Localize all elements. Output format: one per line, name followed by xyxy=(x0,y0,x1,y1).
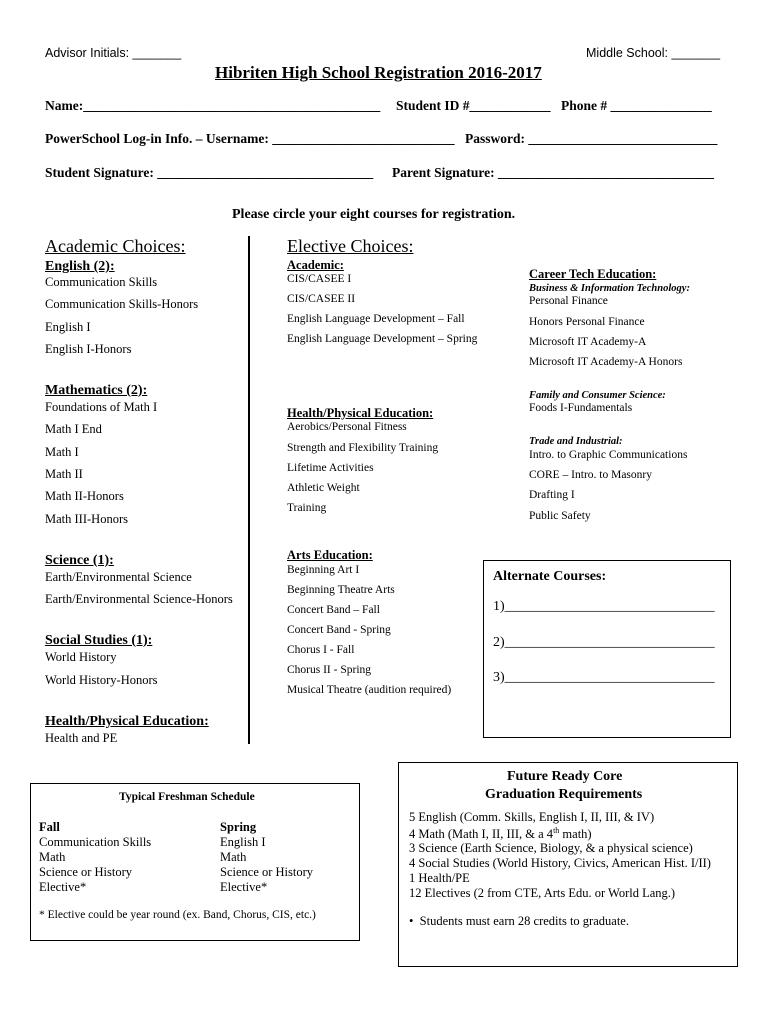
password-field[interactable]: Password: ____________________________ xyxy=(465,131,718,146)
spring-heading: Spring xyxy=(220,820,257,834)
course-world-history-honors[interactable]: World History-Honors xyxy=(45,673,158,687)
elective-health-heading: Health/Physical Education: xyxy=(287,406,434,420)
course-world-history[interactable]: World History xyxy=(45,650,117,664)
page-title: Hibriten High School Registration 2016-2017 xyxy=(215,63,542,82)
arts-education-heading: Arts Education: xyxy=(287,548,373,562)
requirement-item: 3 Science (Earth Science, Biology, & a physical science) xyxy=(409,841,693,855)
requirement-item: 5 English (Comm. Skills, English I, II, III, & IV) xyxy=(409,810,655,824)
course-communication-skills-honors[interactable]: Communication Skills-Honors xyxy=(45,297,199,311)
requirement-item: 12 Electives (2 from CTE, Arts Edu. or World Lang.) xyxy=(409,886,676,900)
course-eld-fall[interactable]: English Language Development – Fall xyxy=(287,313,465,325)
course-cis-casee-2[interactable]: CIS/CASEE II xyxy=(287,293,356,305)
career-tech-heading: Career Tech Education: xyxy=(529,267,657,281)
course-chorus-2-spring[interactable]: Chorus II - Spring xyxy=(287,664,372,676)
course-communication-skills[interactable]: Communication Skills xyxy=(45,275,158,289)
fall-item: Elective* xyxy=(39,880,87,894)
course-public-safety[interactable]: Public Safety xyxy=(529,510,591,522)
credits-note: • Students must earn 28 credits to graduate. xyxy=(409,914,629,928)
course-microsoft-it-academy-a[interactable]: Microsoft IT Academy-A xyxy=(529,336,647,348)
course-athletic-weight[interactable]: Athletic Weight xyxy=(287,482,360,494)
course-math-2-honors[interactable]: Math II-Honors xyxy=(45,489,124,503)
instruction-text: Please circle your eight courses for registration. xyxy=(232,207,516,222)
spring-item: Science or History xyxy=(220,865,314,879)
fall-item: Communication Skills xyxy=(39,835,152,849)
course-microsoft-it-academy-a-honors[interactable]: Microsoft IT Academy-A Honors xyxy=(529,356,683,368)
family-consumer-heading: Family and Consumer Science: xyxy=(529,390,666,401)
course-lifetime-activities[interactable]: Lifetime Activities xyxy=(287,462,374,474)
course-english-1-honors[interactable]: English I-Honors xyxy=(45,342,132,356)
course-math-1-end[interactable]: Math I End xyxy=(45,422,102,436)
course-math-3-honors[interactable]: Math III-Honors xyxy=(45,512,128,526)
elective-academic-heading: Academic: xyxy=(287,258,344,272)
academic-choices-heading: Academic Choices: xyxy=(45,236,186,256)
graduation-heading-1: Future Ready Core xyxy=(507,769,623,784)
name-field[interactable]: Name:____________________________________________ xyxy=(45,98,381,113)
social-studies-heading: Social Studies (1): xyxy=(45,633,153,648)
course-strength-flexibility[interactable]: Strength and Flexibility Training xyxy=(287,442,439,454)
trade-industrial-heading: Trade and Industrial: xyxy=(529,436,623,447)
column-divider xyxy=(248,236,250,744)
english-heading: English (2): xyxy=(45,259,115,274)
student-id-field[interactable]: Student ID #____________ xyxy=(396,98,551,113)
course-cis-casee-1[interactable]: CIS/CASEE I xyxy=(287,273,352,285)
parent-signature-field[interactable]: Parent Signature: ________________________________ xyxy=(392,165,714,180)
course-eld-spring[interactable]: English Language Development – Spring xyxy=(287,333,478,345)
course-chorus-1-fall[interactable]: Chorus I - Fall xyxy=(287,644,355,656)
elective-choices-heading: Elective Choices: xyxy=(287,236,414,256)
course-beginning-art[interactable]: Beginning Art I xyxy=(287,564,360,576)
spring-item: Elective* xyxy=(220,880,268,894)
course-intro-graphic-comm[interactable]: Intro. to Graphic Communications xyxy=(529,449,688,461)
student-signature-field[interactable]: Student Signature: ________________________________ xyxy=(45,165,374,180)
alternate-course-2[interactable]: 2)______________________________ xyxy=(493,635,715,650)
course-beginning-theatre[interactable]: Beginning Theatre Arts xyxy=(287,584,395,596)
course-musical-theatre[interactable]: Musical Theatre (audition required) xyxy=(287,684,452,696)
phone-field[interactable]: Phone # _______________ xyxy=(561,98,712,113)
course-math-2[interactable]: Math II xyxy=(45,467,83,481)
course-personal-finance[interactable]: Personal Finance xyxy=(529,295,608,307)
mathematics-heading: Mathematics (2): xyxy=(45,383,148,398)
course-concert-band-fall[interactable]: Concert Band – Fall xyxy=(287,604,380,616)
freshman-schedule-heading: Typical Freshman Schedule xyxy=(119,791,255,803)
requirement-item: 1 Health/PE xyxy=(409,871,470,885)
bullet-icon: • xyxy=(409,914,414,928)
course-concert-band-spring[interactable]: Concert Band - Spring xyxy=(287,624,391,636)
middle-school: Middle School: _______ xyxy=(586,46,721,60)
business-it-heading: Business & Information Technology: xyxy=(529,283,690,294)
elective-note: * Elective could be year round (ex. Band, Chorus, CIS, etc.) xyxy=(39,909,316,921)
course-earth-science[interactable]: Earth/Environmental Science xyxy=(45,570,192,584)
advisor-initials: Advisor Initials: _______ xyxy=(45,46,182,60)
graduation-heading-2: Graduation Requirements xyxy=(485,787,643,802)
course-health-and-pe[interactable]: Health and PE xyxy=(45,731,118,745)
alternate-courses-heading: Alternate Courses: xyxy=(493,569,607,584)
course-foods-1[interactable]: Foods I-Fundamentals xyxy=(529,402,633,414)
course-aerobics[interactable]: Aerobics/Personal Fitness xyxy=(287,421,407,433)
health-pe-heading: Health/Physical Education: xyxy=(45,714,209,729)
course-drafting-1[interactable]: Drafting I xyxy=(529,489,575,501)
fall-heading: Fall xyxy=(39,820,60,834)
course-foundations-math-1[interactable]: Foundations of Math I xyxy=(45,400,158,414)
course-core-masonry[interactable]: CORE – Intro. to Masonry xyxy=(529,469,652,481)
requirement-item: 4 Math (Math I, II, III, & a 4th math) xyxy=(409,826,592,842)
course-training[interactable]: Training xyxy=(287,502,327,514)
alternate-course-1[interactable]: 1)______________________________ xyxy=(493,599,715,614)
requirement-item: 4 Social Studies (World History, Civics, American Hist. I/II) xyxy=(409,856,711,870)
fall-item: Math xyxy=(39,850,66,864)
course-english-1[interactable]: English I xyxy=(45,320,91,334)
fall-item: Science or History xyxy=(39,865,133,879)
spring-item: English I xyxy=(220,835,266,849)
course-earth-science-honors[interactable]: Earth/Environmental Science-Honors xyxy=(45,592,233,606)
science-heading: Science (1): xyxy=(45,553,114,568)
course-math-1[interactable]: Math I xyxy=(45,445,79,459)
powerschool-username-field[interactable]: PowerSchool Log-in Info. – Username: ___________________________ xyxy=(45,131,455,146)
alternate-course-3[interactable]: 3)______________________________ xyxy=(493,670,715,685)
course-honors-personal-finance[interactable]: Honors Personal Finance xyxy=(529,316,645,328)
spring-item: Math xyxy=(220,850,247,864)
